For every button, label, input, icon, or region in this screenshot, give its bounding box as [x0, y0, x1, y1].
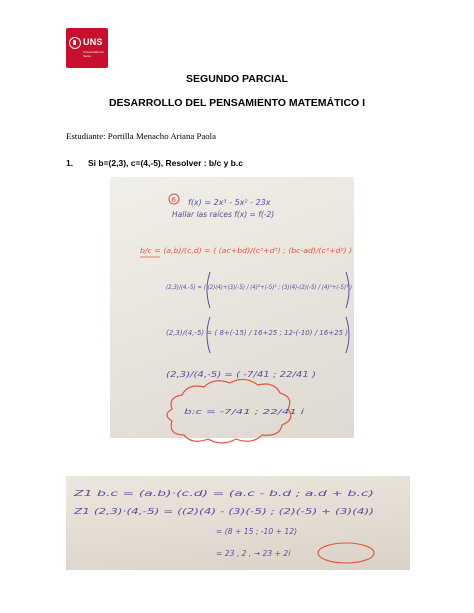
hw-line-1: f(x) = 2x³ - 5x² - 23x	[188, 198, 271, 207]
logo-text: UNS	[83, 37, 103, 47]
hw-line-3: b/c = (a,b)/(c,d) = ( (ac+bd)/(c²+d²) ; (bc-ad)/(c²+d²) )	[140, 247, 353, 255]
handwritten-photo-division	[110, 177, 354, 438]
question-1	[66, 158, 243, 168]
logo-emblem-icon	[69, 37, 81, 49]
hw-line-2: Hallar las raíces f(x) = f(-2)	[172, 210, 275, 219]
hw2-line-1: Z1 b.c = (a.b)·(c.d) = (a.c - b.d ; a.d + b.c)	[72, 489, 374, 498]
handwritten-division-svg	[110, 177, 354, 438]
hw-line-7: b:c = -7/41 ; 22/41 i	[184, 407, 305, 416]
question-number: 1.	[66, 158, 74, 168]
hw-line-6: (2,3)/(4,-5) = ( -7/41 ; 22/41 )	[166, 370, 317, 379]
hw2-line-2: Z1 (2,3)·(4,-5) = ((2)(4) - (3)(-5) ; (2)(-5) + (3)(4))	[72, 507, 375, 516]
hw-line-4: (2,3)/(4,-5) = ( (2)(4)+(3)(-5) / (4)²+(-5)² ; (3)(4)-(2)(-5) / (4)²+(-5)² )	[166, 283, 352, 291]
question-text: Si b=(2,3), c=(4,-5), Resolver : b/c y b.c	[88, 158, 243, 168]
university-logo	[66, 28, 108, 68]
hw2-line-3: = (8 + 15 ; -10 + 12)	[216, 527, 298, 536]
page-subtitle: DESARROLLO DEL PENSAMIENTO MATEMÁTICO I	[108, 97, 366, 109]
hw-line-5: (2,3)/(4,-5) = ( 8+(-15) / 16+25 ; 12-(-10) / 16+25 )	[166, 329, 348, 337]
student-name: Estudiante: Portilla Menacho Ariana Paola	[66, 131, 216, 141]
hw2-line-4: = 23 , 2 , → 23 + 2i	[216, 549, 291, 558]
handwritten-product-svg	[66, 476, 410, 570]
marker-number: 6	[171, 196, 176, 204]
handwritten-photo-product	[66, 476, 410, 570]
page-title: SEGUNDO PARCIAL	[186, 73, 288, 85]
logo-subtext: Universidad del Santa	[83, 50, 104, 58]
answer-circle	[318, 543, 374, 563]
